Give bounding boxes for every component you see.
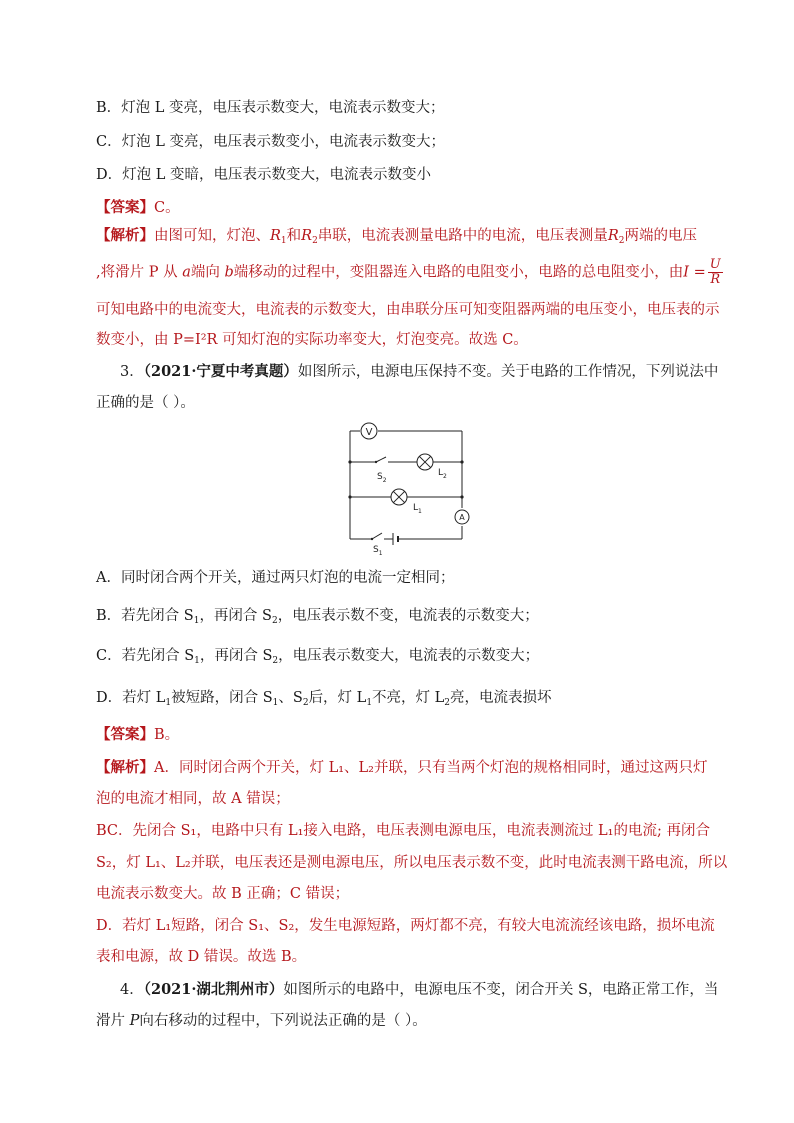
q4-stem-line-1: 4．（2021·湖北荆州市）如图所示的电路中，电源电压不变，闭合开关 S，电路正常工作，当 <box>120 981 719 998</box>
ammeter-label: A <box>459 513 465 522</box>
q2-analysis-line-3: 可知电路中的电流变大，电流表的示数变大，由串联分压可知变阻器两端的电压变小，电压表的示 <box>96 302 720 318</box>
q3-option-d: D．若灯 $L_1$被短路，闭合 $S_1$、$S_2$后，灯 $L_1$不亮，灯 $L_2$亮，电流表损坏 <box>96 690 552 708</box>
q3-analysis-line-7: 表和电源，故 D 错误。故选 B。 <box>96 949 307 965</box>
q3-answer <box>96 725 179 745</box>
q4-number: 4． <box>120 982 144 998</box>
junction-dot <box>460 495 463 498</box>
q3-source: （2021·宁夏中考真题） <box>143 363 298 380</box>
analysis-tag: 【解析】 <box>96 227 154 244</box>
q4-stem-line-2: 滑片 P向右移动的过程中，下列说法正确的是（ ）。 <box>96 1013 427 1029</box>
answer-value: C。 <box>154 200 180 216</box>
ammeter-icon <box>455 510 469 524</box>
switch-contact <box>375 461 377 463</box>
q3-analysis-line-6: D．若灯 L₁短路，闭合 S₁、S₂，发生电源短路，两灯都不亮，有较大电流流经该电路，损坏电流 <box>96 918 715 934</box>
answer-tag: 【答案】 <box>96 199 154 216</box>
q2-analysis-line-1: 【解析】由图可知，灯泡、$R_1$和$R_2$串联，电流表测量电路中的电流，电压表测量$R_2$两端的电压 <box>96 227 697 246</box>
voltmeter-label: V <box>365 427 373 438</box>
switch-s2-blade <box>376 457 386 462</box>
switch-s1-blade <box>372 533 382 539</box>
q3-analysis-line-1: 【解析】A．同时闭合两个开关，灯 L₁、L₂并联，只有当两个灯泡的规格相同时，通过这两只灯 <box>96 759 708 776</box>
q3-analysis-line-3: BC．先闭合 S₁，电路中只有 L₁接入电路，电压表测电源电压，电流表测流过 L₁的电流; 再闭合 <box>96 823 710 839</box>
q3-stem-line-2: 正确的是（ ）。 <box>96 395 195 411</box>
ohms-law-fraction: $\frac{U}{R}$ <box>709 257 721 287</box>
q3-option-a: A．同时闭合两个开关，通过两只灯泡的电流一定相同； <box>96 570 455 586</box>
q2-option-d: D．灯泡 L 变暗，电压表示数变大，电流表示数变小 <box>96 167 431 183</box>
q3-option-c: C．若先闭合 $S_1$，再闭合 $S_2$，电压表示数变大，电流表的示数变大； <box>96 648 540 666</box>
q3-analysis-line-4: S₂，灯 L₁、L₂并联，电压表还是测电源电压，所以电压表示数不变，此时电流表测干路电流，所以 <box>96 855 728 871</box>
circuit-diagram-wires <box>340 418 480 560</box>
label-s1: $S_1$ <box>373 545 383 557</box>
q2-analysis-line-4: 数变小，由 P=I²R 可知灯泡的实际功率变大，灯泡变亮。故选 C。 <box>96 332 528 348</box>
q3-number: 3． <box>120 364 144 380</box>
q3-stem-line-1: 3．（2021·宁夏中考真题）如图所示，电源电压保持不变。关于电路的工作情况，下列说法中 <box>120 363 719 380</box>
q4-source: （2021·湖北荆州市） <box>143 981 284 998</box>
lamp-l2-icon <box>417 454 433 470</box>
lamp-l1-icon <box>391 489 407 505</box>
q3-analysis-line-5: 电流表示数变大。故 B 正确；C 错误； <box>96 886 350 902</box>
analysis-tag: 【解析】 <box>96 759 154 776</box>
ohms-law-lhs: I = <box>683 264 706 281</box>
q2-option-c: C．灯泡 L 变亮，电压表示数变小，电流表示数变大； <box>96 134 445 150</box>
q3-option-b: B．若先闭合 $S_1$，再闭合 $S_2$，电压表示数不变，电流表的示数变大； <box>96 608 539 626</box>
q3-analysis-line-2: 泡的电流才相同，故 A 错误； <box>96 791 290 807</box>
junction-dot <box>348 460 351 463</box>
answer-tag: 【答案】 <box>96 726 154 743</box>
label-l1: $L_1$ <box>413 503 422 515</box>
label-l2: $L_2$ <box>438 468 447 480</box>
label-s2: $S_2$ <box>377 472 387 484</box>
q2-answer <box>96 198 180 218</box>
junction-dot <box>348 495 351 498</box>
q2-option-b: B．灯泡 L 变亮，电压表示数变大，电流表示数变大； <box>96 100 445 116</box>
q2-analysis-line-2: ,将滑片 P 从 a端向 b端移动的过程中，变阻器连入电路的电阻变小，电路的总电阻变小，由I = $\frac{U}{R}$ <box>96 257 721 287</box>
switch-contact <box>371 538 373 540</box>
junction-dot <box>460 460 463 463</box>
voltmeter-icon <box>361 423 377 439</box>
answer-value: B。 <box>154 727 180 743</box>
